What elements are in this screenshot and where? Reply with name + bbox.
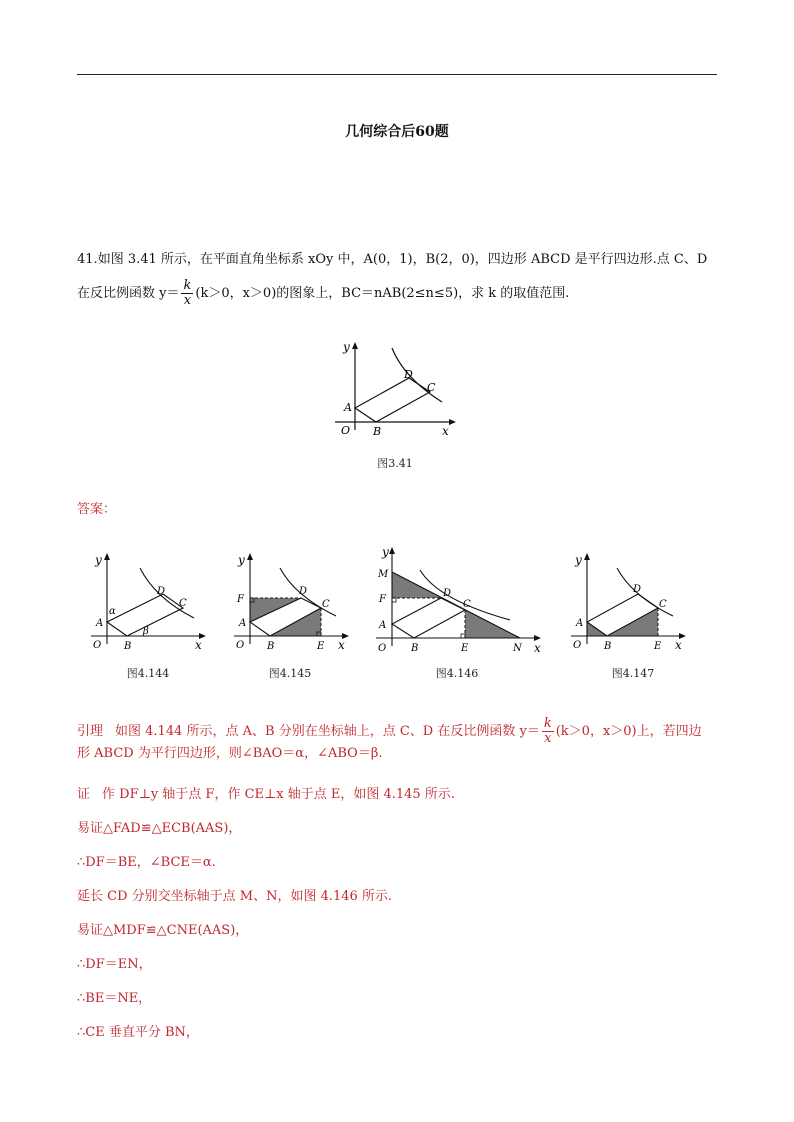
label-y: y [575, 553, 582, 567]
lemma-fraction [542, 717, 554, 746]
problem-text-2a: 在反比例函数 y＝ [77, 286, 180, 301]
label-a: A [344, 401, 352, 414]
parallelogram-abcd [392, 598, 465, 638]
y-axis-arrow [247, 553, 253, 560]
label-e: E [461, 643, 469, 654]
step-3: 延长 CD 分别交坐标轴于点 M、N，如图 4.146 所示. [77, 889, 393, 904]
right-angle-e [461, 634, 465, 638]
label-y: y [382, 545, 389, 559]
figure-4-145 [228, 546, 358, 656]
label-b: B [267, 641, 275, 652]
parallelogram-abcd [355, 378, 430, 422]
label-x: x [675, 638, 682, 652]
label-y: y [343, 340, 350, 354]
label-a: A [239, 618, 247, 629]
right-angle-f [392, 598, 396, 602]
label-f: F [237, 594, 244, 605]
label-e: E [654, 641, 662, 652]
y-axis-arrow [584, 553, 590, 560]
label-o: O [341, 424, 351, 437]
label-x: x [442, 424, 449, 438]
step-4: 易证△MDF≌△CNE(AAS)， [77, 923, 249, 938]
label-y: y [95, 553, 102, 567]
label-o: O [93, 640, 102, 651]
step-1: 易证△FAD≌△ECB(AAS)， [77, 821, 242, 836]
label-y: y [238, 553, 245, 567]
lemma-line-2: 形 ABCD 为平行四边形，则∠BAO＝α，∠ABO＝β. [77, 746, 383, 761]
label-x: x [195, 638, 202, 652]
figure-3-41 [330, 338, 460, 438]
label-c: C [659, 599, 667, 610]
label-b: B [604, 641, 612, 652]
step-6: ∴BE＝NE， [77, 991, 152, 1006]
label-d: D [443, 588, 452, 599]
figure-3-41-caption: 图3.41 [377, 457, 413, 470]
proof-tag: 证 [77, 787, 91, 802]
proof-line [77, 786, 737, 804]
lemma-line-1 [77, 717, 737, 746]
lemma-fraction-numerator: k [543, 716, 552, 731]
lemma-text-a: 如图 4.144 所示，点 A、B 分别在坐标轴上，点 C、D 在反比例函数 y＝ [115, 724, 540, 739]
y-axis-arrow [352, 342, 358, 349]
figure-4-144 [85, 546, 215, 656]
fraction-denominator: x [183, 293, 192, 308]
fraction-numerator: k [183, 278, 192, 293]
problem-line-1 [77, 251, 727, 269]
y-axis-arrow [104, 553, 110, 560]
label-d: D [157, 586, 166, 597]
label-a: A [96, 618, 104, 629]
lemma-block [77, 716, 737, 761]
label-b: B [124, 641, 132, 652]
label-x: x [338, 638, 345, 652]
problem-text-1: 如图 3.41 所示，在平面直角坐标系 xOy 中，A(0，1)，B(2，0)，四边形 ABCD 是平行四边形.点 C、D [97, 252, 708, 267]
lemma-fraction-denominator: x [544, 731, 552, 746]
label-a: A [379, 620, 387, 631]
x-axis-arrow [449, 419, 456, 425]
answer-label: 答案： [77, 502, 117, 517]
figure-4-147 [565, 546, 695, 656]
label-c: C [427, 381, 436, 394]
proof-text: 作 DF⊥y 轴于点 F，作 CE⊥x 轴于点 E，如图 4.145 所示. [102, 787, 455, 802]
label-d: D [633, 584, 642, 595]
figure-4-146-caption: 图4.146 [435, 667, 479, 680]
label-c: C [463, 599, 471, 610]
page-title: 几何综合后60题 [345, 124, 449, 140]
label-c: C [322, 599, 330, 610]
label-b: B [411, 643, 419, 654]
step-7: ∴CE 垂直平分 BN， [77, 1025, 199, 1040]
label-o: O [378, 643, 387, 654]
step-2: ∴DF＝BE，∠BCE＝α. [77, 855, 216, 870]
label-a: A [576, 618, 584, 629]
label-d: D [299, 586, 308, 597]
label-beta: β [143, 626, 149, 637]
problem-number: 41. [77, 252, 98, 267]
problem-statement [77, 251, 727, 308]
lemma-text-b: (k＞0，x＞0)上，若四边 [555, 724, 702, 739]
figure-4-145-caption: 图4.145 [268, 667, 312, 680]
y-axis-arrow [389, 547, 395, 554]
problem-text-2b: (k＞0，x＞0)的图象上，BC＝nAB(2≤n≤5)，求 k 的取值范围. [195, 286, 570, 301]
label-c: C [179, 598, 187, 609]
label-m: M [378, 569, 389, 580]
label-e: E [317, 641, 325, 652]
step-5: ∴DF＝EN， [77, 957, 152, 972]
label-alpha: α [109, 606, 116, 617]
header-rule [77, 74, 717, 75]
label-o: O [236, 640, 245, 651]
figure-4-144-caption: 图4.144 [126, 667, 170, 680]
problem-line-2 [77, 279, 569, 308]
fraction-k-over-x [181, 279, 193, 308]
label-n: N [513, 643, 522, 654]
label-b: B [373, 425, 382, 438]
lemma-tag: 引理 [77, 724, 104, 739]
label-d: D [404, 368, 413, 381]
figure-4-146 [370, 540, 550, 658]
label-f: F [379, 594, 386, 605]
hyperbola-curve [140, 568, 194, 618]
label-o: O [573, 640, 582, 651]
label-x: x [534, 641, 541, 655]
figure-4-147-caption: 图4.147 [611, 667, 655, 680]
